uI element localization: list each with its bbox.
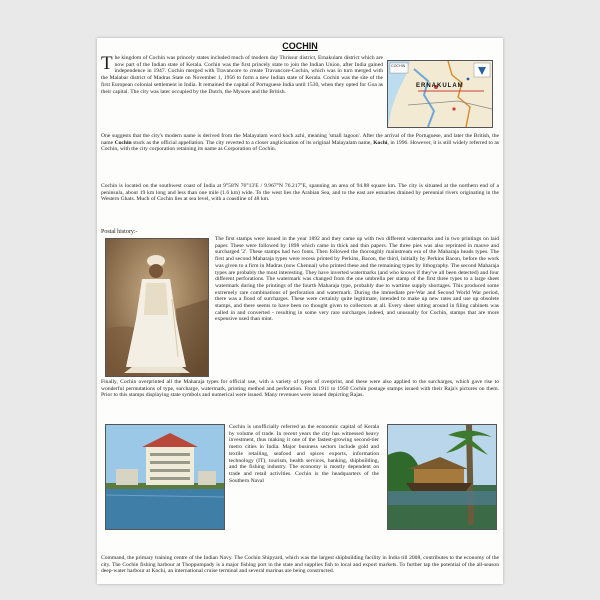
economy-paragraph-2: Command, the primary training centre of the Indian Navy. The Cochin Shipyard, which was the largest shipbuilding facility in India till 2008, contributes to the economy of the city. The Cochin fishing harbour at Thoppumpady is a major fishing port in the state and supplies fish to local and export markets. To further tap the potential of the all-season deep-water harbour at Kochi, an international cruise terminal and several marinas are being constructed. [101,555,499,575]
houseboat-graphic [388,425,496,529]
building-graphic [106,425,224,529]
name-bold-kochi: Kochi [373,139,388,146]
houseboat-photo [387,424,497,530]
portrait-graphic [106,239,208,376]
postal-history-paragraph-2: Finally, Cochin overprinted all the Maharaja types for official use, with a variety of types of overprint, and these were also applied to the surcharges, which gave rise to wonderful permutations of type, surcharge, watermark, printing method and perforation. From 1911 to 1950 Cochin postage stamps issued with their Raja's pictures on them. Prior to this stamps displaying state symbols and numerical were issued. Many revenues were issued depicting Rajas. [101,379,499,399]
page-title: COCHIN [282,41,318,51]
kochi-building-photo [105,424,225,530]
map-corner-label: COCHIN [391,64,406,68]
name-text-3: , in 1996. However, it is still widely referred to as Cochin, with the city corporation retaining its name as Corporation of Cochin. [101,139,499,153]
name-bold-cochin: Cochin [114,139,132,146]
map-image [387,60,493,128]
name-text-2: stuck as the official appellation. The city reverted to a closer anglicisation of its original Malayalam name, [131,139,374,146]
drop-cap: T [101,53,113,74]
intro-text: he kingdom of Cochin was princely states included much of modern day Thrissur district, Ernakulam district which are now part of the Indian state of Kerala. Cochin was the first princely state to join the Indian Union, after India gained independence in 1947. Cochin merged with Travancore to create Travancore-Cochin, which was in turn merged with the Malabar district of Madras State on November 1, 1956 to form a new Indian state of Kerala. Cochin was the site of the first European colonial settlement in India. It remained the capital of Portuguese India until 1530, when they opted for Goa as their capital. The city was later occupied by the Dutch, the Mysore and the British. [101,55,383,95]
name-origin-paragraph [101,133,499,153]
economy-paragraph: Cochin is unofficially referred as the economic capital of Kerala by volume of trade. In recent years the city has witnessed heavy investment, thus making it one of the fastest-growing second-tier metro cities in India. Major business sectors include gold and textile retailing, seafood and spices exports, information technology (IT), tourism, health services, banking, shipbuilding, and the fishing industry. The economy is mostly dependent on trade and retail activities. Cochin is the headquarters of the Southern Naval [229,424,379,484]
name-text-1: One suggests that the city's modern name is derived from the Malayalam word koch azhi, meaning 'small lagoon'. After the arrival of the Portuguese, and later the British, the name [101,133,499,146]
maharaja-portrait [105,238,209,377]
intro-paragraph [101,55,383,95]
document-page [97,38,503,584]
postal-history-paragraph: The first stamps were issued in the year 1892 and they came up with two different watermarks and in two printings on laid paper. These were followed by 1898 which came in thick and thin papers. The three pies was also reprinted in mauve and surcharged '2'. These stamps had two fonts. Then followed the thoroughly mainstream era of the Maharaja heads types. The first and second Maharaja types were recess printed by Perkins, Bacon, the third, initially by Perkins Bacon, before the work was given to a firm in Madras (now Chennai) who printed these and the remaining types by lithography. The second Maharaja types are probably the most interesting. They have inverted watermarks (and who knows if they've all been detected) and four different perforations. The watermark was changed from the one umbrella per stamp of the first three types to a large sheet watermark during the printings of the fourth Maharaja type, probably due to wartime supply shortages. This produced some extremely rare combinations of perforation and watermark. During the immediate pre-War and Second World War period, there was a flood of surcharges. These were certainly quite legitimate, intended to make up new rates and use up obsolete stamps, and there seems to have been no thought given to collectors at all. Every sheet sitting around in filing cabinets was called in and converted - resulting in some very rare surcharges indeed, and unusually for Cochin, stamps that are more expensive used than mint. [215,236,499,323]
postal-history-heading: Postal history:- [101,229,138,235]
map-graphic [388,61,492,127]
location-paragraph: Cochin is located on the southwest coast of India at 9°58'N 76°13'E / 9.967°N 76.217°E, spanning an area of 94.88 square km. The city is situated at the northern end of a peninsula, about 19 km long and less than one mile (1.6 km) wide. To the west lies the Arabian Sea, and to the east are estuaries drained by perennial rivers originating in the Western Ghats. Much of Cochin lies at sea level, with a coastline of 48 km. [101,183,499,203]
map-city-label: ERNAKULAM [416,83,464,89]
